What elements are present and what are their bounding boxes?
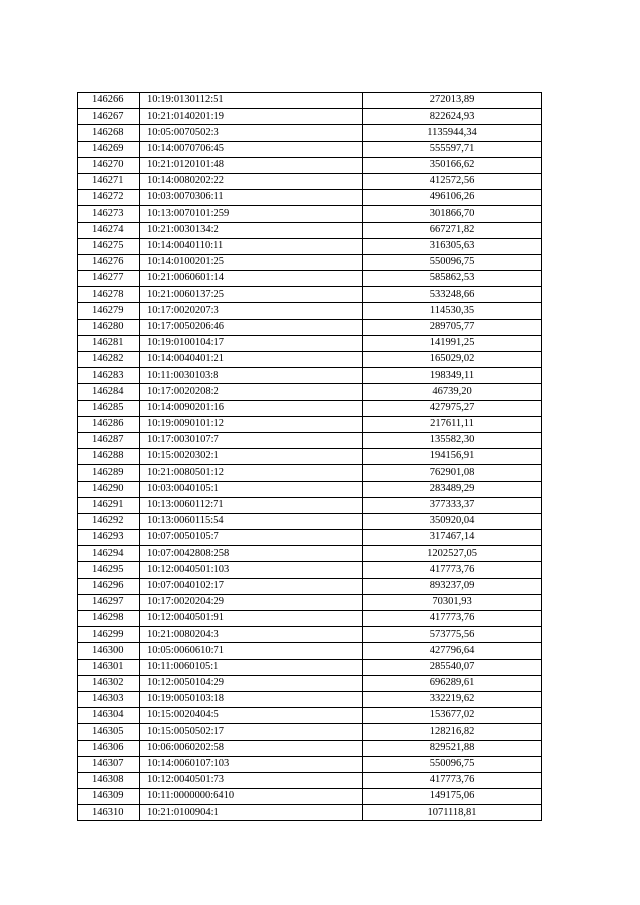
cadastral-number-cell: 10:19:0050103:18 — [140, 691, 363, 707]
cadastral-number-cell: 10:17:0020207:3 — [140, 303, 363, 319]
cadastral-number-cell: 10:13:0060112:71 — [140, 497, 363, 513]
cadastral-number-cell: 10:12:0040501:73 — [140, 772, 363, 788]
row-number-cell: 146306 — [78, 740, 140, 756]
table-row — [78, 109, 542, 125]
cadastral-number-cell: 10:14:0100201:25 — [140, 254, 363, 270]
table-row — [78, 157, 542, 173]
row-number-cell: 146275 — [78, 238, 140, 254]
cadastral-number-cell: 10:21:0030134:2 — [140, 222, 363, 238]
cadastral-value-cell: 149175,06 — [363, 789, 542, 805]
row-number-cell: 146284 — [78, 384, 140, 400]
cadastral-value-cell: 412572,56 — [363, 173, 542, 189]
row-number-cell: 146283 — [78, 368, 140, 384]
cadastral-value-cell: 289705,77 — [363, 319, 542, 335]
table-row — [78, 805, 542, 821]
table-row — [78, 465, 542, 481]
row-number-cell: 146268 — [78, 125, 140, 141]
cadastral-number-cell: 10:12:0050104:29 — [140, 675, 363, 691]
cadastral-value-cell: 135582,30 — [363, 432, 542, 448]
cadastral-value-cell: 301866,70 — [363, 206, 542, 222]
cadastral-value-cell: 829521,88 — [363, 740, 542, 756]
cadastral-value-cell: 417773,76 — [363, 562, 542, 578]
cadastral-number-cell: 10:14:0080202:22 — [140, 173, 363, 189]
table-row — [78, 303, 542, 319]
cadastral-value-cell: 762901,08 — [363, 465, 542, 481]
row-number-cell: 146282 — [78, 352, 140, 368]
cadastral-value-cell: 427796,64 — [363, 643, 542, 659]
cadastral-number-cell: 10:15:0020302:1 — [140, 449, 363, 465]
table-row — [78, 708, 542, 724]
table-row — [78, 756, 542, 772]
cadastral-value-cell: 1071118,81 — [363, 805, 542, 821]
cadastral-value-cell: 141991,25 — [363, 335, 542, 351]
row-number-cell: 146292 — [78, 513, 140, 529]
cadastral-value-cell: 332219,62 — [363, 691, 542, 707]
cadastral-value-cell: 667271,82 — [363, 222, 542, 238]
row-number-cell: 146303 — [78, 691, 140, 707]
row-number-cell: 146278 — [78, 287, 140, 303]
row-number-cell: 146266 — [78, 93, 140, 109]
cadastral-number-cell: 10:21:0060601:14 — [140, 271, 363, 287]
row-number-cell: 146276 — [78, 254, 140, 270]
cadastral-value-cell: 585862,53 — [363, 271, 542, 287]
cadastral-number-cell: 10:17:0020208:2 — [140, 384, 363, 400]
cadastral-value-cell: 70301,93 — [363, 594, 542, 610]
cadastral-value-cell: 350920,04 — [363, 513, 542, 529]
table-row — [78, 513, 542, 529]
row-number-cell: 146273 — [78, 206, 140, 222]
cadastral-number-cell: 10:19:0090101:12 — [140, 416, 363, 432]
cadastral-value-cell: 317467,14 — [363, 530, 542, 546]
cadastral-number-cell: 10:12:0040501:91 — [140, 611, 363, 627]
row-number-cell: 146290 — [78, 481, 140, 497]
table-row — [78, 287, 542, 303]
row-number-cell: 146294 — [78, 546, 140, 562]
table-row — [78, 578, 542, 594]
row-number-cell: 146310 — [78, 805, 140, 821]
cadastral-number-cell: 10:21:0060137:25 — [140, 287, 363, 303]
row-number-cell: 146289 — [78, 465, 140, 481]
table-row — [78, 352, 542, 368]
table-row — [78, 93, 542, 109]
cadastral-number-cell: 10:06:0060202:58 — [140, 740, 363, 756]
cadastral-number-cell: 10:03:0040105:1 — [140, 481, 363, 497]
row-number-cell: 146270 — [78, 157, 140, 173]
cadastral-number-cell: 10:11:0030103:8 — [140, 368, 363, 384]
table-row — [78, 675, 542, 691]
cadastral-value-cell: 272013,89 — [363, 93, 542, 109]
row-number-cell: 146308 — [78, 772, 140, 788]
cadastral-number-cell: 10:12:0040501:103 — [140, 562, 363, 578]
row-number-cell: 146297 — [78, 594, 140, 610]
cadastral-value-cell: 283489,29 — [363, 481, 542, 497]
cadastral-value-cell: 533248,66 — [363, 287, 542, 303]
cadastral-value-cell: 1135944,34 — [363, 125, 542, 141]
row-number-cell: 146267 — [78, 109, 140, 125]
cadastral-number-cell: 10:21:0080501:12 — [140, 465, 363, 481]
table-row — [78, 335, 542, 351]
row-number-cell: 146279 — [78, 303, 140, 319]
table-row — [78, 206, 542, 222]
table-body — [78, 93, 542, 821]
cadastral-value-cell: 316305,63 — [363, 238, 542, 254]
row-number-cell: 146286 — [78, 416, 140, 432]
cadastral-value-cell: 550096,75 — [363, 756, 542, 772]
table-row — [78, 449, 542, 465]
table-row — [78, 546, 542, 562]
row-number-cell: 146307 — [78, 756, 140, 772]
cadastral-value-cell: 46739,20 — [363, 384, 542, 400]
cadastral-number-cell: 10:05:0060610:71 — [140, 643, 363, 659]
table-row — [78, 319, 542, 335]
cadastral-number-cell: 10:11:0000000:6410 — [140, 789, 363, 805]
cadastral-number-cell: 10:14:0090201:16 — [140, 400, 363, 416]
row-number-cell: 146285 — [78, 400, 140, 416]
row-number-cell: 146269 — [78, 141, 140, 157]
table-row — [78, 594, 542, 610]
row-number-cell: 146302 — [78, 675, 140, 691]
cadastral-value-cell: 165029,02 — [363, 352, 542, 368]
cadastral-value-cell: 194156,91 — [363, 449, 542, 465]
cadastral-value-cell: 893237,09 — [363, 578, 542, 594]
cadastral-value-cell: 427975,27 — [363, 400, 542, 416]
row-number-cell: 146305 — [78, 724, 140, 740]
table-row — [78, 562, 542, 578]
table-row — [78, 141, 542, 157]
row-number-cell: 146298 — [78, 611, 140, 627]
table-row — [78, 530, 542, 546]
cadastral-value-cell: 573775,56 — [363, 627, 542, 643]
cadastral-number-cell: 10:07:0042808:258 — [140, 546, 363, 562]
cadastral-number-cell: 10:03:0070306:11 — [140, 190, 363, 206]
cadastral-number-cell: 10:15:0020404:5 — [140, 708, 363, 724]
row-number-cell: 146287 — [78, 432, 140, 448]
table-row — [78, 222, 542, 238]
table-row — [78, 659, 542, 675]
cadastral-number-cell: 10:14:0060107:103 — [140, 756, 363, 772]
cadastral-number-cell: 10:21:0100904:1 — [140, 805, 363, 821]
cadastral-value-cell: 555597,71 — [363, 141, 542, 157]
cadastral-number-cell: 10:14:0070706:45 — [140, 141, 363, 157]
table-row — [78, 416, 542, 432]
row-number-cell: 146301 — [78, 659, 140, 675]
table-row — [78, 691, 542, 707]
cadastral-number-cell: 10:19:0100104:17 — [140, 335, 363, 351]
cadastral-value-cell: 496106,26 — [363, 190, 542, 206]
row-number-cell: 146296 — [78, 578, 140, 594]
cadastral-number-cell: 10:19:0130112:51 — [140, 93, 363, 109]
table-row — [78, 271, 542, 287]
table-row — [78, 254, 542, 270]
cadastral-value-cell: 198349,11 — [363, 368, 542, 384]
table-row — [78, 772, 542, 788]
table-row — [78, 740, 542, 756]
table-row — [78, 400, 542, 416]
row-number-cell: 146274 — [78, 222, 140, 238]
table-row — [78, 789, 542, 805]
row-number-cell: 146277 — [78, 271, 140, 287]
cadastral-value-table — [77, 92, 542, 821]
cadastral-number-cell: 10:13:0060115:54 — [140, 513, 363, 529]
cadastral-value-cell: 1202527,05 — [363, 546, 542, 562]
cadastral-value-cell: 128216,82 — [363, 724, 542, 740]
table-row — [78, 368, 542, 384]
cadastral-number-cell: 10:17:0020204:29 — [140, 594, 363, 610]
table-row — [78, 432, 542, 448]
cadastral-number-cell: 10:15:0050502:17 — [140, 724, 363, 740]
cadastral-number-cell: 10:13:0070101:259 — [140, 206, 363, 222]
row-number-cell: 146293 — [78, 530, 140, 546]
cadastral-value-cell: 550096,75 — [363, 254, 542, 270]
row-number-cell: 146299 — [78, 627, 140, 643]
table-row — [78, 724, 542, 740]
cadastral-value-cell: 377333,37 — [363, 497, 542, 513]
cadastral-number-cell: 10:21:0140201:19 — [140, 109, 363, 125]
row-number-cell: 146291 — [78, 497, 140, 513]
table-row — [78, 611, 542, 627]
cadastral-number-cell: 10:05:0070502:3 — [140, 125, 363, 141]
cadastral-number-cell: 10:14:0040110:11 — [140, 238, 363, 254]
cadastral-number-cell: 10:17:0030107:7 — [140, 432, 363, 448]
row-number-cell: 146280 — [78, 319, 140, 335]
cadastral-value-cell: 696289,61 — [363, 675, 542, 691]
table-row — [78, 238, 542, 254]
row-number-cell: 146304 — [78, 708, 140, 724]
table-row — [78, 627, 542, 643]
cadastral-value-cell: 217611,11 — [363, 416, 542, 432]
cadastral-value-cell: 822624,93 — [363, 109, 542, 125]
cadastral-number-cell: 10:07:0040102:17 — [140, 578, 363, 594]
table-row — [78, 481, 542, 497]
cadastral-value-cell: 114530,35 — [363, 303, 542, 319]
cadastral-value-cell: 417773,76 — [363, 772, 542, 788]
cadastral-value-cell: 417773,76 — [363, 611, 542, 627]
cadastral-number-cell: 10:14:0040401:21 — [140, 352, 363, 368]
table-row — [78, 497, 542, 513]
cadastral-number-cell: 10:21:0120101:48 — [140, 157, 363, 173]
cadastral-value-cell: 350166,62 — [363, 157, 542, 173]
cadastral-value-cell: 285540,07 — [363, 659, 542, 675]
row-number-cell: 146300 — [78, 643, 140, 659]
row-number-cell: 146271 — [78, 173, 140, 189]
table-row — [78, 384, 542, 400]
table-row — [78, 190, 542, 206]
row-number-cell: 146272 — [78, 190, 140, 206]
row-number-cell: 146281 — [78, 335, 140, 351]
cadastral-number-cell: 10:21:0080204:3 — [140, 627, 363, 643]
row-number-cell: 146288 — [78, 449, 140, 465]
cadastral-number-cell: 10:17:0050206:46 — [140, 319, 363, 335]
table-row — [78, 643, 542, 659]
table-row — [78, 173, 542, 189]
cadastral-number-cell: 10:11:0060105:1 — [140, 659, 363, 675]
row-number-cell: 146309 — [78, 789, 140, 805]
row-number-cell: 146295 — [78, 562, 140, 578]
table-row — [78, 125, 542, 141]
cadastral-number-cell: 10:07:0050105:7 — [140, 530, 363, 546]
cadastral-value-cell: 153677,02 — [363, 708, 542, 724]
